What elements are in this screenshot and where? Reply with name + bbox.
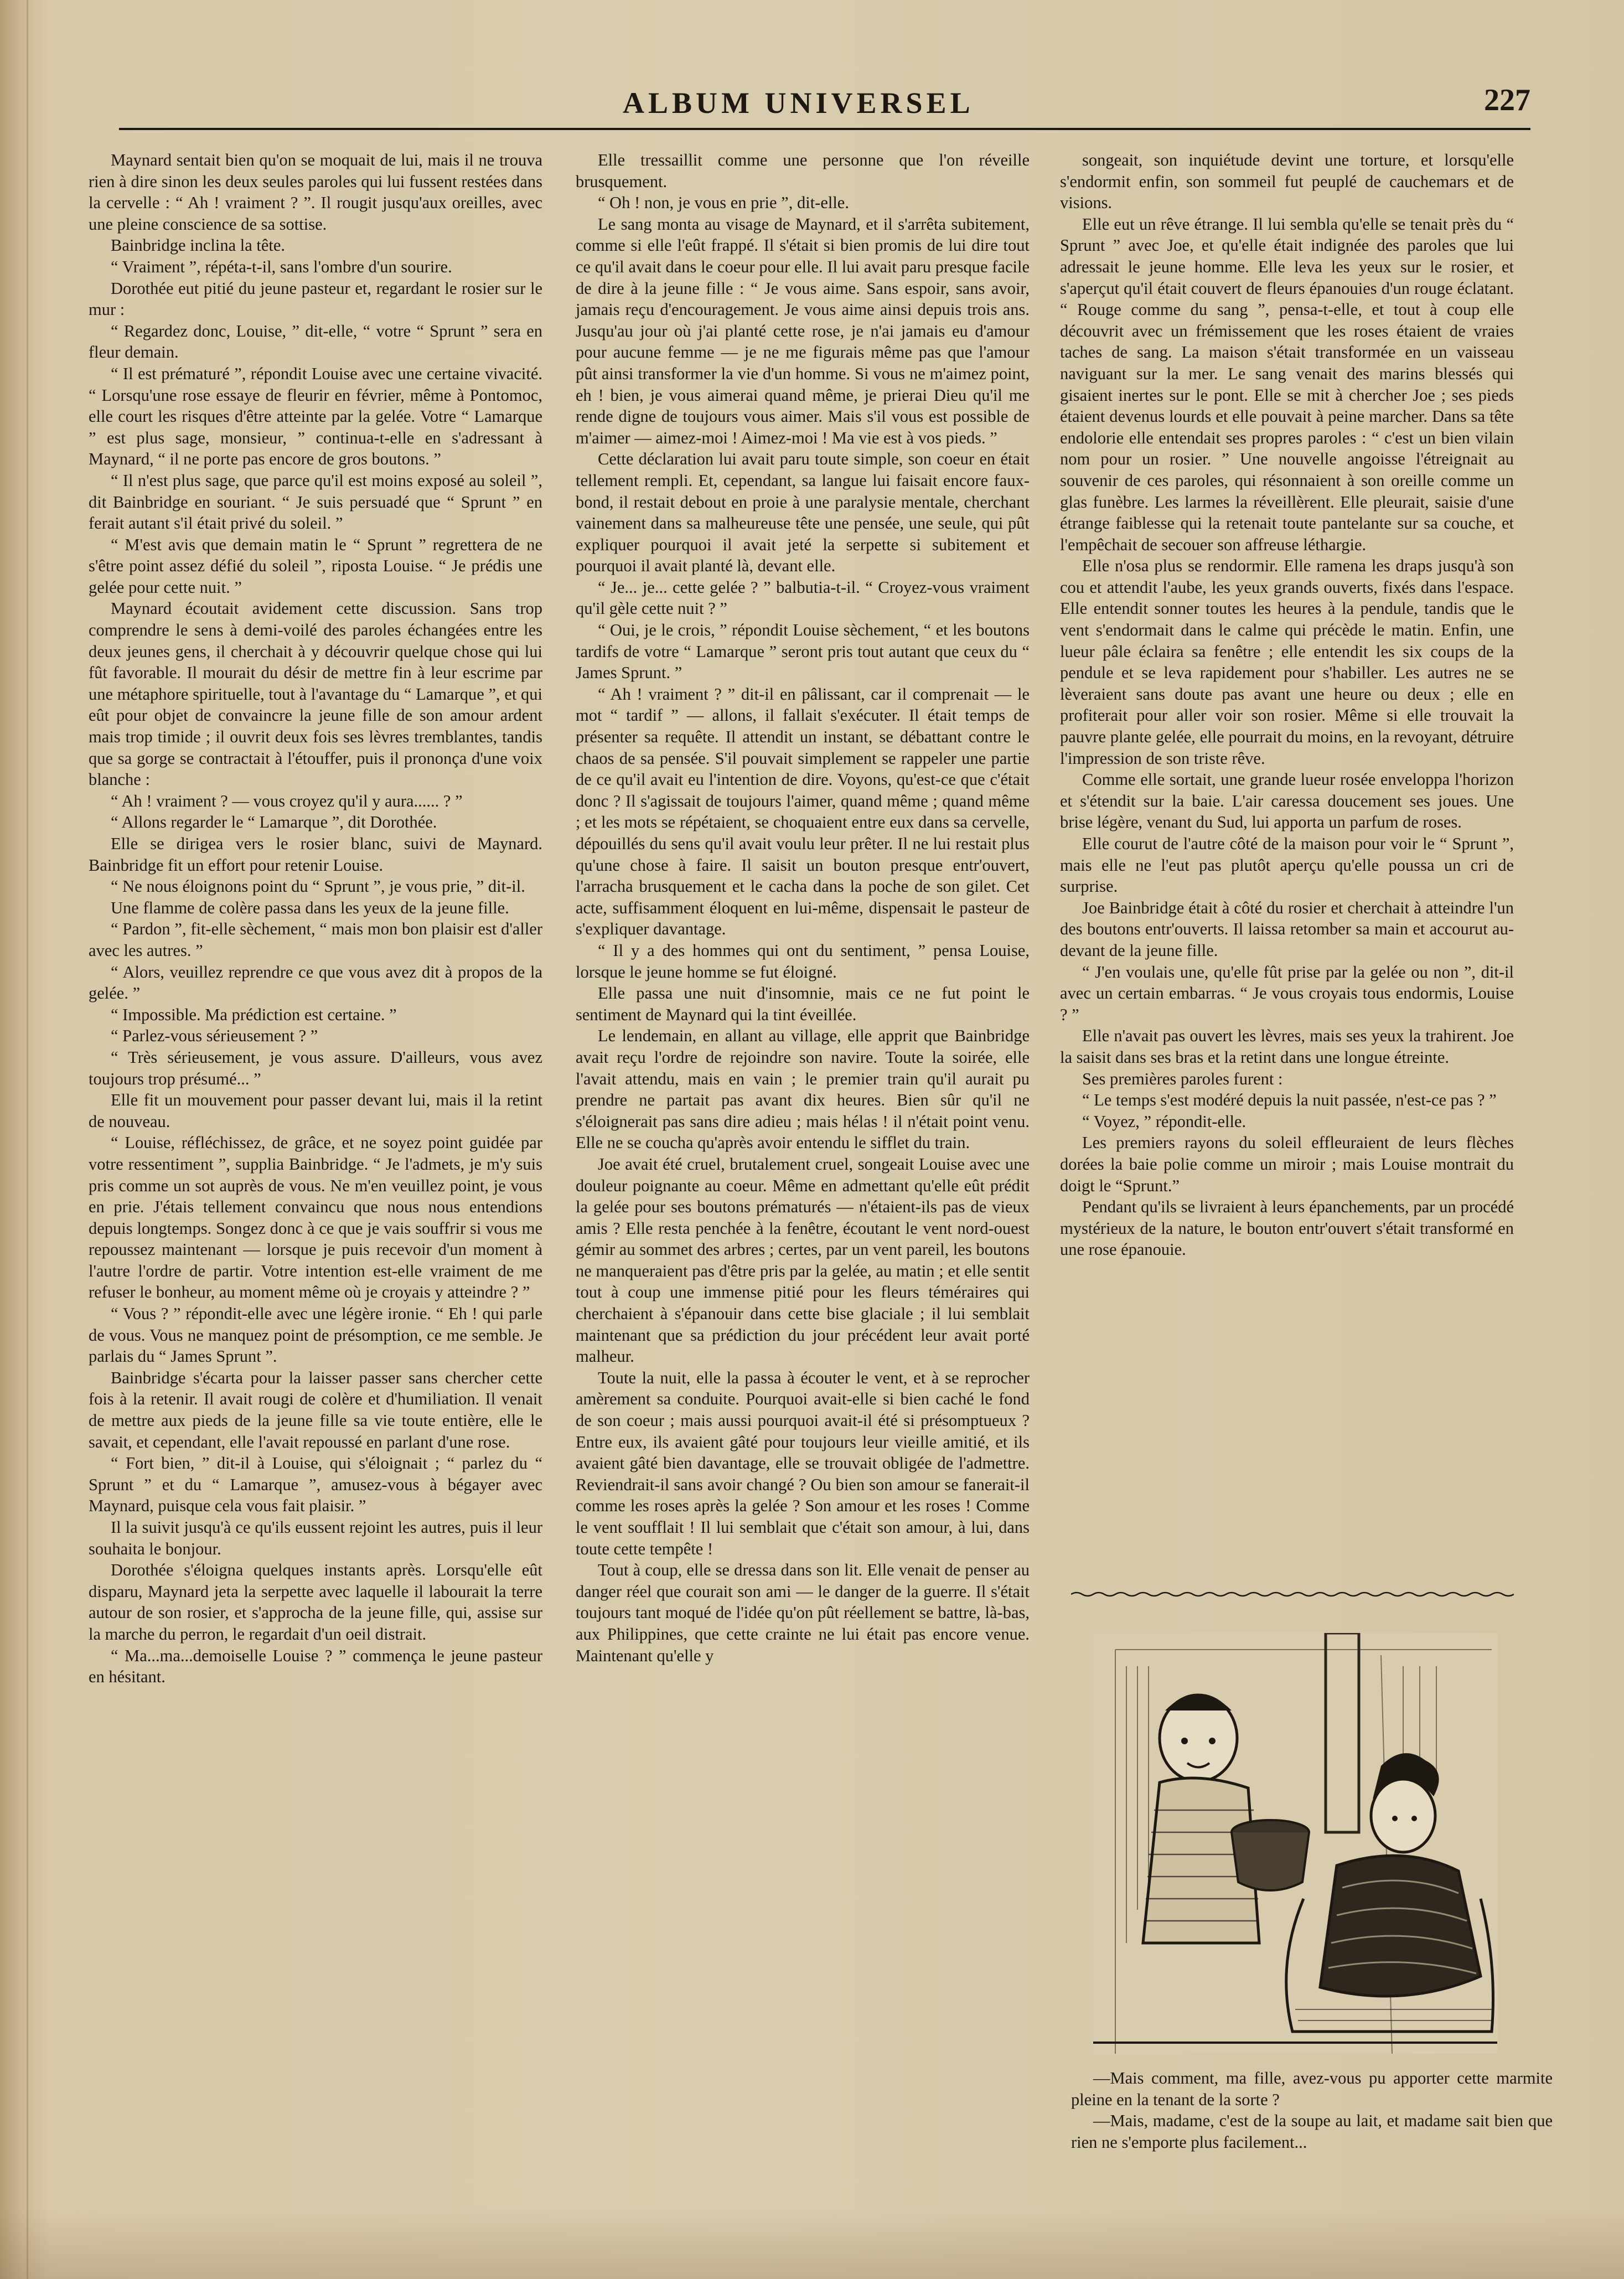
page-header <box>119 80 1530 130</box>
article-paragraph: “ Ah ! vraiment ? ” dit-il en pâlissant, car il comprenait — le mot “ tardif ” — allons, il fallait s'exécuter. Il était temps de présenter sa requête. Il attendit un instant, se débattant contre le chaos de sa pensée. S'il pouvait simplement se rappeler une partie de ce qu'il avait eu l'intention de dire. Voyons, qu'est-ce que c'était donc ? Il s'agissait de toujours l'aimer, quand même ; quand même ; et les mots se répétaient, se choquaient entre eux dans sa cervelle, dépouillés du sens qu'il avait voulu leur prêter. Il ne lui restait plus qu'une chose à faire. Il saisit un bouton presque entr'ouvert, l'arracha brusquement et le cacha dans la poche de son gilet. Cet acte, suffisamment éloquent en lui-même, dispensait le pasteur de s'expliquer davantage. <box>576 684 1030 939</box>
article-paragraph: “ Voyez, ” répondit-elle. <box>1082 1112 1247 1131</box>
article-paragraph: “ Impossible. Ma prédiction est certaine. ” <box>111 1005 397 1024</box>
article-paragraph: Dorothée eut pitié du jeune pasteur et, regardant le rosier sur le mur : <box>89 278 542 319</box>
article-paragraph: “ Il n'est plus sage, que parce qu'il est moins exposé au soleil ”, dit Bainbridge en souriant. “ Je suis persuadé que “ Sprunt ” en ferait autant s'il était privé du soleil. ” <box>89 471 542 533</box>
article-paragraph: “ Je... je... cette gelée ? ” balbutia-t-il. “ Croyez-vous vraiment qu'il gèle cette nuit ? ” <box>576 577 1030 618</box>
article-paragraph: “ Regardez donc, Louise, ” dit-elle, “ votre “ Sprunt ” sera en fleur demain. <box>89 321 542 362</box>
article-paragraph: Joe avait été cruel, brutalement cruel, songeait Louise avec une douleur poignante au coeur. Même en admettant qu'elle eût prédit la gelée pour ses boutons prématurés — n'étaient-ils pas de vieux amis ? Elle resta penchée à la fenêtre, écoutant le vent nord-ouest gémir au sommet des arbres ; certes, par un vent pareil, les boutons ne manqueraient pas d'être pris par la gelée, au matin ; et elle sentit tout à coup une immense pitié pour les fleurs téméraires qui cherchaient à s'épanouir dans cette bise glaciale ; il lui semblait maintenant que sa prédiction du jour précédent leur avait porté malheur. <box>576 1154 1030 1366</box>
text-column-1 <box>89 149 542 1688</box>
article-paragraph: “ Très sérieusement, je vous assure. D'ailleurs, vous avez toujours trop présumé... ” <box>89 1047 542 1088</box>
article-paragraph: Elle tressaillit comme une personne que l'on réveille brusquement. <box>576 151 1030 191</box>
article-paragraph: “ Fort bien, ” dit-il à Louise, qui s'éloignait ; “ parlez du “ Sprunt ” et du “ Lamarque ”, amusez-vous à bégayer avec Maynard, puisque cela vous fait plaisir. ” <box>89 1454 542 1516</box>
binding-gutter <box>27 0 28 2279</box>
article-paragraph: “ Alors, veuillez reprendre ce que vous avez dit à propos de la gelée. ” <box>89 962 542 1003</box>
article-paragraph: Tout à coup, elle se dressa dans son lit. Elle venait de penser au danger réel que courait son ami — le danger de la guerre. Il s'était toujours tant moqué de l'idée qu'on pût réellement se battre, là-bas, aux Philippines, que cette crainte ne lui était pas encore venue. Maintenant qu'elle y <box>576 1560 1030 1665</box>
page-number: 227 <box>1484 83 1530 117</box>
article-paragraph: “ Parlez-vous sérieusement ? ” <box>111 1026 318 1046</box>
caption-line: —Mais comment, ma fille, avez-vous pu apporter cette marmite pleine en la tenant de la sorte ? <box>1071 2069 1553 2109</box>
article-paragraph: Elle eut un rêve étrange. Il lui sembla qu'elle se tenait près du “ Sprunt ” avec Joe, et qu'elle était indignée des paroles que lui adressait le jeune homme. Elle leva les yeux sur le rosier, et s'aperçut qu'il était couvert de fleurs épanouies d'un rouge éclatant. “ Rouge comme du sang ”, pensa-t-elle, et tout à coup elle découvrit avec un frémissement que les roses étaient de vraies taches de sang. La maison s'était transformée en un vaisseau naviguant sur la mer. Le sang venait des marins blessés qui gisaient inertes sur le pont. Elle se mit à chercher Joe ; ses pieds étaient devenus lourds et elle pouvait à peine marcher. Dans sa tête endolorie elle entendait ses propres paroles : “ c'est un bien vilain nom pour un rosier. ” Une nouvelle angoisse l'étreignait au souvenir de ces paroles, qui résonnaient à son oreille comme un glas funèbre. Les larmes la réveillèrent. Elle pleurait, saisie d'une étrange faiblesse qui la retenait toute pantelante sur sa couche, et l'empêchait de secouer son affreuse léthargie. <box>1060 214 1514 554</box>
article-paragraph: Le lendemain, en allant au village, elle apprit que Bainbridge avait reçu l'ordre de rejoindre son navire. Toute la soirée, elle l'avait attendu, mais en vain ; le premier train qu'il aurait pu prendre ne partait pas avant dix heures. Bien sûr qu'il ne s'éloignerait pas sans dire adieu ; mais hélas ! il n'était point venu. Elle ne se coucha qu'après avoir entendu le sifflet du train. <box>576 1026 1030 1153</box>
article-paragraph: songeait, son inquiétude devint une torture, et lorsqu'elle s'endormit enfin, son sommeil fut peuplé de cauchemars et de visions. <box>1060 151 1514 213</box>
article-paragraph: “ Ma...ma...demoiselle Louise ? ” commença le jeune pasteur en hésitant. <box>89 1646 542 1687</box>
caption-line: —Mais, madame, c'est de la soupe au lait, et madame sait bien que rien ne s'emporte plus facilement... <box>1071 2111 1553 2152</box>
article-paragraph: Elle courut de l'autre côté de la maison pour voir le “ Sprunt ”, mais elle ne l'eut pas plutôt aperçu qu'elle poussa un cri de surprise. <box>1060 834 1514 896</box>
article-paragraph: Elle passa une nuit d'insomnie, mais ce ne fut point le sentiment de Maynard qui la tint éveillée. <box>576 984 1030 1024</box>
article-paragraph: “ Vous ? ” répondit-elle avec une légère ironie. “ Eh ! qui parle de vous. Vous ne manquez point de présomption, ce me semble. Je parlais du “ James Sprunt ”. <box>89 1304 542 1366</box>
article-paragraph: Elle fit un mouvement pour passer devant lui, mais il la retint de nouveau. <box>89 1091 542 1131</box>
text-column-2 <box>576 149 1030 1666</box>
article-paragraph: Elle se dirigea vers le rosier blanc, suivi de Maynard. Bainbridge fit un effort pour retenir Louise. <box>89 834 542 875</box>
article-paragraph: “ Oui, je le crois, ” répondit Louise sèchement, “ et les boutons tardifs de votre “ Lamarque ” seront pris tout autant que ceux du “ James Sprunt. ” <box>576 621 1030 683</box>
article-paragraph: “ J'en voulais une, qu'elle fût prise par la gelée ou non ”, dit-il avec un certain embarras. “ Je vous croyais tous endormis, Louise ? ” <box>1060 962 1514 1024</box>
article-paragraph: Bainbridge s'écarta pour la laisser passer sans chercher cette fois à la retenir. Il avait rougi de colère et d'humiliation. Il venait de mettre aux pieds de la jeune fille sa vie toute entière, elle le savait, et cependant, elle l'avait repoussé en parlant d'une rose. <box>89 1368 542 1451</box>
article-paragraph: Bainbridge inclina la tête. <box>111 236 286 255</box>
article-paragraph: “ Pardon ”, fit-elle sèchement, “ mais mon bon plaisir est d'aller avec les autres. ” <box>89 919 542 960</box>
article-paragraph: Comme elle sortait, une grande lueur rosée enveloppa l'horizon et s'étendit sur la baie. L'air caressa doucement ses joues. Une brise légère, venant du Sud, lui apporta un parfum de roses. <box>1060 770 1514 832</box>
article-paragraph: Elle n'avait pas ouvert les lèvres, mais ses yeux la trahirent. Joe la saisit dans ses bras et la retint dans une longue étreinte. <box>1060 1026 1514 1067</box>
illustration-caption <box>1071 2068 1553 2153</box>
article-paragraph: Le sang monta au visage de Maynard, et il s'arrêta subitement, comme si elle l'eût frappé. Il s'était si bien promis de lui dire tout ce qu'il avait dans le coeur pour elle. Il lui avait paru presque facile de dire à la jeune fille : “ Je vous aime. Sans espoir, sans avoir, jamais reçu d'encouragement. Je vous aime ainsi depuis trois ans. Jusqu'au jour où j'ai planté cette rose, je n'ai jamais eu d'amour pour aucune femme — je ne me figurais même pas que l'amour pût ainsi transformer la vie d'un homme. Si vous ne m'aimez point, eh ! bien, je vous aimerai quand même, je prierai Dieu qu'il me rende digne de toujours vous aimer. Mais s'il vous est possible de m'aimer — aimez-moi ! Aimez-moi ! Ma vie est à vos pieds. ” <box>576 214 1030 447</box>
article-paragraph: Dorothée s'éloigna quelques instants après. Lorsqu'elle eût disparu, Maynard jeta la serpette avec laquelle il labourait la terre autour de son rosier, et s'approcha de la jeune fille, qui, assise sur la marche du perron, le regardait d'un oeil distrait. <box>89 1560 542 1644</box>
article-paragraph: Ses premières paroles furent : <box>1082 1069 1283 1088</box>
article-paragraph: Une flamme de colère passa dans les yeux de la jeune fille. <box>111 898 509 917</box>
article-paragraph: “ Allons regarder le “ Lamarque ”, dit Dorothée. <box>111 813 437 832</box>
article-paragraph: Maynard sentait bien qu'on se moquait de lui, mais il ne trouva rien à dire sinon les deux seules paroles qui lui fussent restées dans la cervelle : “ Ah ! vraiment ? ”. Il rougit jusqu'aux oreilles, avec une pleine conscience de sa sottise. <box>89 151 542 234</box>
article-paragraph: “ Oh ! non, je vous en prie ”, dit-elle. <box>598 193 849 213</box>
article-paragraph: Joe Bainbridge était à côté du rosier et cherchait à atteindre l'un des boutons entr'ouverts. Il laissa retomber sa main et accourut au-devant de la jeune fille. <box>1060 898 1514 960</box>
article-paragraph: Cette déclaration lui avait paru toute simple, son coeur en était tellement rempli. Et, cependant, sa langue lui faisait encore faux-bond, il restait debout en proie à une paralysie mentale, cherchant vainement dans sa malheureuse tête une pensée, une seule, qui pût expliquer pourquoi il avait jeté la serpette si subitement et pourquoi il avait planté là, devant elle. <box>576 449 1030 576</box>
wavy-divider <box>1071 1590 1514 1598</box>
article-paragraph: Pendant qu'ils se livraient à leurs épanchements, par un procédé mystérieux de la nature, le bouton entr'ouvert s'était transformé en une rose épanouie. <box>1060 1197 1514 1259</box>
text-column-3 <box>1060 149 1514 1260</box>
page-bottom-shade <box>0 2209 1624 2279</box>
article-paragraph: “ Il y a des hommes qui ont du sentiment, ” pensa Louise, lorsque le jeune homme se fut éloigné. <box>576 940 1030 981</box>
article-paragraph: Les premiers rayons du soleil effleuraient de leurs flèches dorées la baie polie comme un miroir ; mais Louise montrait du doigt le “Sprunt.” <box>1060 1133 1514 1195</box>
article-paragraph: “ Vraiment ”, répéta-t-il, sans l'ombre d'un sourire. <box>111 257 452 276</box>
article-paragraph: Maynard écoutait avidement cette discussion. Sans trop comprendre le sens à demi-voilé des paroles échangées entre les deux jeunes gens, il cherchait à y découvrir quelque chose qui lui fût favorable. Il mourait du désir de mettre fin à leur escrime par une métaphore spirituelle, tout à l'avantage du “ Lamarque ”, et qui eût pour objet de convaincre la jeune fille de son amour ardent mais trop timide ; il ouvrit deux fois ses lèvres tremblantes, tandis que sa gorge se contractait à l'étouffer, puis il prononça d'une voix blanche : <box>89 599 542 789</box>
article-paragraph: “ Louise, réfléchissez, de grâce, et ne soyez point guidée par votre ressentiment ”, supplia Bainbridge. “ Je l'admets, je m'y suis pris comme un sot auprès de vous. Ne m'en veuillez point, je vous en prie. J'étais tellement convaincu que nous nous entendions depuis longtemps. Songez donc à ce que je vais souffrir si vous me repoussez maintenant — lorsque je puis recevoir d'un moment à l'autre l'ordre de partir. Votre intention est-elle vraiment de me refuser le bonheur, au moment même où je croyais y atteindre ? ” <box>89 1133 542 1302</box>
header-rule <box>119 128 1530 130</box>
article-paragraph: Elle n'osa plus se rendormir. Elle ramena les draps jusqu'à son cou et attendit l'aube, les yeux grands ouverts, fixés dans l'espace. Elle entendit sonner toutes les heures à la pendule, tandis que le vent s'endormait dans le calme qui précède le matin. Enfin, une lueur pâle éclaira sa fenêtre ; elle entendit les six coups de la pendule et se leva rapidement pour s'habiller. Les autres ne se lèveraient sans doute pas avant une heure ou deux ; elle en profiterait pour aller voir son rosier. Même si elle trouvait la pauvre plante gelée, elle pourrait du moins, en la revoyant, détruire l'impression de son triste rêve. <box>1060 556 1514 768</box>
cartoon-illustration <box>1093 1633 1497 2054</box>
article-paragraph: “ Il est prématuré ”, répondit Louise avec une certaine vivacité. “ Lorsqu'une rose essaye de fleurir en février, même à Pontomoc, elle court les risques d'être atteinte par la gelée. Votre “ Lamarque ” est plus sage, monsieur, ” continua-t-elle en s'adressant à Maynard, “ il ne porte pas encore de gros boutons. ” <box>89 364 542 469</box>
article-paragraph: “ Ne nous éloignons point du “ Sprunt ”, je vous prie, ” dit-il. <box>111 877 525 896</box>
masthead-title: ALBUM UNIVERSEL <box>623 86 974 120</box>
article-paragraph: Il la suivit jusqu'à ce qu'ils eussent rejoint les autres, puis il leur souhaita le bonjour. <box>89 1518 542 1558</box>
article-paragraph: Toute la nuit, elle la passa à écouter le vent, et à se reprocher amèrement sa conduite. Pourquoi avait-elle si bien caché le fond de son coeur ; mais aussi pourquoi avait-il été si présomptueux ? Entre eux, ils avaient gâté pour toujours leur vieille amitié, et ils avaient gâté bien davantage, elle se trouvait obligée de l'admettre. Reviendrait-il sans avoir changé ? Ou bien son amour se fanerait-il comme les roses après la gelée ? Son amour et les roses ! Comme le vent soufflait ! Il lui semblait que c'était son amour, à lui, dans toute cette tempête ! <box>576 1368 1030 1558</box>
article-paragraph: “ M'est avis que demain matin le “ Sprunt ” regrettera de ne s'être point assez défié du soleil ”, riposta Louise. “ Je prédis une gelée pour cette nuit. ” <box>89 535 542 597</box>
article-paragraph: “ Ah ! vraiment ? — vous croyez qu'il y aura...... ? ” <box>111 791 463 810</box>
article-paragraph: “ Le temps s'est modéré depuis la nuit passée, n'est-ce pas ? ” <box>1082 1091 1497 1110</box>
